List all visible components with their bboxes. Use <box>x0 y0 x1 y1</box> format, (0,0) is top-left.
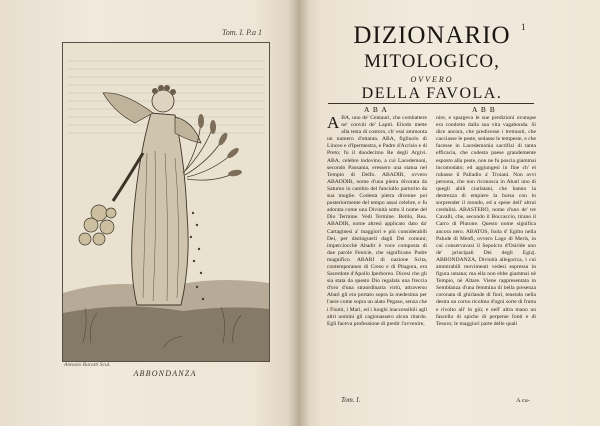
title-dizionario: DIZIONARIO <box>353 22 511 49</box>
page-number: 1 <box>521 22 526 32</box>
column-right-body: nire, e spargeva le sue predizioni ovunque era condotto dalla sua vita vagabonda. Si dice ancora, che predicesse i tremuoti, che cacciasse le peste, sedasse le tempeste, e che facesse in Lacedemonia sacrifizi di tanta efficacia, che codesta paese grandemente esposto alla peste, non ne fu poscia giammai incomodato; ed aggiungesi in fine ch' ei rubasse il Palladio a' Troiani. Non avvi persona, che non riconosca in Abari uno di quegli abili ciarlatani, che hanno la destrezza di empiere la borsa con lo sorprender il mondo, ed a spese dell' altrui credulità. ABASTERO, nome d'uno de' tre Cavalli, che, secondo il Boccaccio, tirano il Carro di Plutone. Questo nome significa ancora nero. ABATOS, Isola d' Egitto nella Palude di Menfi, ovvero Lago di Meris, in cui conservavasi il Sepolcro d'Osiride uno de' principali Dei degli Egizj. ABBONDANZA, Divinità allegorica, i cui ammirabili movimenti vedesi espressa in figura umana; ma ella non ebbe giammai nè Tempio, nè Altare. Viene rappresentata in Semblanza d'una femmina di bella presenza coronata di ghirlande di fiori, tenendo nella destra un corno ricolmo d'ogni sorte di frutta e rivolto all' in giù; e nell' altra mano un fascello di spiche di perpetue fonti e di Tesoro; le maggiori parte delle quali <box>436 115 536 327</box>
plate-caption: ABBONDANZA <box>133 369 197 378</box>
text-column-left <box>327 115 427 328</box>
column-left-body: BA, uno de' Centauri, che combattere ne' conviti de' Lapiti. Eliodo mette alla testa di costoro, ch' essi ammonta un numero d'ottanta. ABA, figliuolo di Linceo e d'Ipermestra, e Padre d'Acrisio e di Preto; fu il duodecimo Re degli Argivi. ABA, celebre indovino, a cui Lacedemoni, secondo Pausania, eressero una statua nel Tempio di Delfo. ABADIR, ovvero ABADDIR, nome d'una pietra divorata da Saturno in cambio del fanciullo partorito da sua moglie. Codesta pietra divenne poi posteriormente del tempo assai celebre, e fu adorata come una Divinità sotto il nome del Dio Termine. Vedi Termine. Betilo, Rea. ABADIR, nome altresì applicato dato da' Cartaginesi a' maggiori e più considerabili Dei, per distinguerli dagli Dei comuni; imperciocchè Abadir è voce composta di due parole Fenicie, che significano Padre magnifico. ABARI di nazione Scita, contemporaneo di Creso e di Pitagora, era Sacerdote d'Apollo Iperboreo. Dicesi che gli sia stata da questo Dio regalata una freccia d'oro d'una straordinaria virtù, attraverso Abari gli era portato sopra la medesima per l'aere come sopra un alato Pegaso, senza che i Fiumi, i Mari, ed i luoghi inaccessibili agli altri uomini gli cagionassero alcun ritardo. Egli faceva professione di predir l'avvenire, <box>327 115 427 327</box>
title-mitologico: MITOLOGICO, <box>364 51 500 72</box>
engraved-plate <box>62 42 270 362</box>
text-column-right <box>436 115 536 328</box>
title-ovvero: OVVERO <box>410 75 454 84</box>
plate-volume-label: Tom. I. P.a 1 <box>222 28 263 37</box>
column-head-left: A B A <box>364 105 388 114</box>
catchword: A ca- <box>516 397 530 404</box>
book-gutter <box>288 0 310 426</box>
abundance-figure-engraving <box>63 43 269 361</box>
title-rule <box>328 103 534 104</box>
footer-volume: Tom. I. <box>341 396 361 404</box>
drop-cap: A <box>327 113 340 132</box>
engraver-credit: Antonio Baratti Scul. <box>64 362 111 368</box>
title-della-favola: DELLA FAVOLA. <box>361 85 503 102</box>
column-head-right: A B B <box>472 105 496 114</box>
